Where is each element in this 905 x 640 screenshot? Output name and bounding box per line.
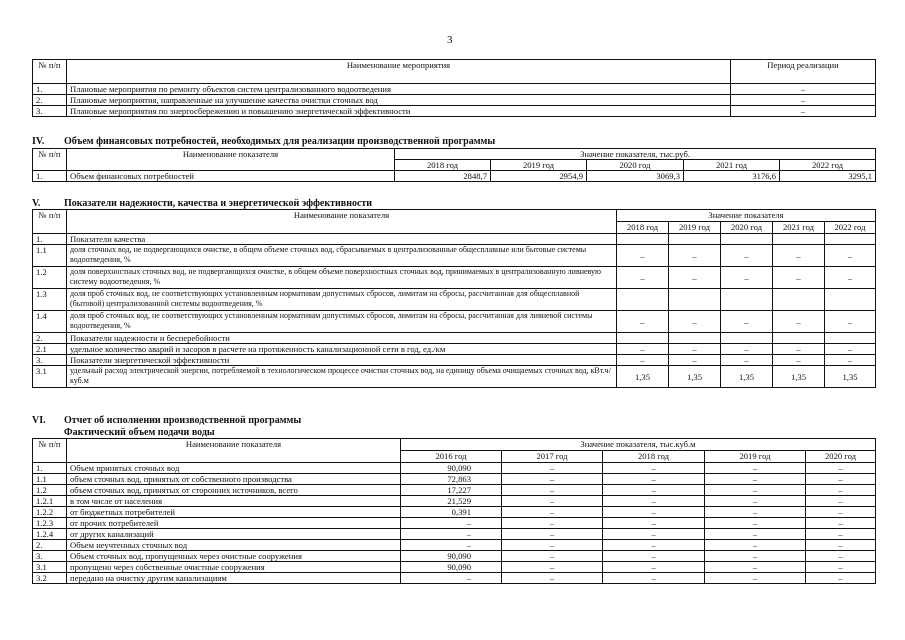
row-value: – xyxy=(721,267,773,289)
row-value: – xyxy=(502,529,603,540)
row-value: – xyxy=(603,551,705,562)
table-header-row xyxy=(33,149,876,160)
row-value: 1,35 xyxy=(825,366,876,388)
row-period: – xyxy=(731,84,876,95)
row-value: – xyxy=(773,267,825,289)
row-value xyxy=(721,289,773,311)
row-name: Объем неучтенных сточных вод xyxy=(67,540,401,551)
row-name: доля сточных вод, не подвергающихся очистке, в общем объеме сточных вод, сбрасываемых в централизованные общесплавные или бытовые системы водоотведения, % xyxy=(67,245,617,267)
row-value: 1,35 xyxy=(721,366,773,388)
row-value: – xyxy=(603,496,705,507)
year-header: 2017 год xyxy=(502,451,603,463)
row-value xyxy=(669,333,721,344)
section-6-number: VI. xyxy=(32,415,46,426)
row-value: – xyxy=(502,518,603,529)
row-value: – xyxy=(502,485,603,496)
row-value: – xyxy=(705,573,806,584)
row-value: 72,863 xyxy=(401,474,502,485)
row-value: – xyxy=(825,267,876,289)
table-row xyxy=(33,355,876,366)
row-value: – xyxy=(617,344,669,355)
row-value: – xyxy=(806,463,876,474)
row-value: – xyxy=(603,507,705,518)
row-value xyxy=(825,234,876,245)
row-num: 2.1 xyxy=(33,344,67,355)
table-header-row xyxy=(33,210,876,222)
row-name: Объем сточных вод, пропущенных через очистные сооружения xyxy=(67,551,401,562)
header-period: Период реализации xyxy=(731,60,876,84)
row-value: – xyxy=(705,540,806,551)
row-num: 2. xyxy=(33,540,67,551)
row-name: от других канализаций xyxy=(67,529,401,540)
row-num: 1.2.3 xyxy=(33,518,67,529)
row-value: – xyxy=(669,344,721,355)
row-num: 1. xyxy=(33,463,67,474)
row-value xyxy=(721,333,773,344)
program-report-table xyxy=(32,438,876,584)
row-name: передано на очистку другим канализациям xyxy=(67,573,401,584)
row-name: Показатели энергетической эффективности xyxy=(67,355,617,366)
row-name: Объем финансовых потребностей xyxy=(67,171,395,182)
table-row xyxy=(33,289,876,311)
row-value xyxy=(825,289,876,311)
row-value: 2848,7 xyxy=(395,171,491,182)
row-value: – xyxy=(603,529,705,540)
row-value: – xyxy=(773,245,825,267)
row-value xyxy=(617,333,669,344)
row-num: 1.3 xyxy=(33,289,67,311)
year-header: 2021 год xyxy=(773,222,825,234)
year-header: 2019 год xyxy=(705,451,806,463)
table-row xyxy=(33,267,876,289)
table-row xyxy=(33,529,876,540)
row-num: 2. xyxy=(33,333,67,344)
row-value: – xyxy=(705,507,806,518)
section-4-title: Объем финансовых потребностей, необходимых для реализации производственной программы xyxy=(64,136,496,147)
row-name: объем сточных вод, принятых от сторонних источников, всего xyxy=(67,485,401,496)
page-number: 3 xyxy=(447,34,453,46)
section-6-heading xyxy=(32,415,301,426)
header-value: Значение показателя xyxy=(617,210,876,222)
row-name: Плановые мероприятия, направленные на улучшение качества очистки сточных вод xyxy=(67,95,731,106)
row-num: 3.1 xyxy=(33,562,67,573)
row-value xyxy=(825,333,876,344)
table-row xyxy=(33,496,876,507)
row-num: 1.2.1 xyxy=(33,496,67,507)
row-value xyxy=(773,234,825,245)
row-value: – xyxy=(773,311,825,333)
row-value: – xyxy=(705,562,806,573)
row-value: – xyxy=(617,311,669,333)
year-header: 2020 год xyxy=(806,451,876,463)
section-6-title: Отчет об исполнении производственной программы xyxy=(64,415,302,426)
table-row xyxy=(33,234,876,245)
row-name: от прочих потребителей xyxy=(67,518,401,529)
row-num: 3. xyxy=(33,551,67,562)
year-header: 2018 год xyxy=(395,160,491,171)
row-value: – xyxy=(502,551,603,562)
row-value: – xyxy=(721,245,773,267)
table-header-row xyxy=(33,439,876,451)
row-value: – xyxy=(617,355,669,366)
reliability-indicators-table xyxy=(32,209,876,388)
row-name: от бюджетных потребителей xyxy=(67,507,401,518)
financial-needs-table xyxy=(32,148,876,182)
year-header: 2022 год xyxy=(780,160,876,171)
row-value: 90,090 xyxy=(401,562,502,573)
header-name: Наименование показателя xyxy=(67,149,395,171)
row-name: доля проб сточных вод, не соответствующих установленным нормативам допустимых сбросов, лимитам на сбросы, рассчитанная для ливневой системы водоотведения, % xyxy=(67,311,617,333)
section-5-heading xyxy=(32,198,372,209)
row-name: объем сточных вод, принятых от собственного производства xyxy=(67,474,401,485)
row-value: – xyxy=(806,474,876,485)
row-value: – xyxy=(721,311,773,333)
header-value: Значение показателя, тыс.руб. xyxy=(395,149,876,160)
row-num: 1.1 xyxy=(33,474,67,485)
row-num: 1. xyxy=(33,84,67,95)
row-num: 3.1 xyxy=(33,366,67,388)
row-value: – xyxy=(603,518,705,529)
row-value: – xyxy=(617,245,669,267)
row-num: 3.2 xyxy=(33,573,67,584)
row-num: 1. xyxy=(33,171,67,182)
row-value: – xyxy=(502,496,603,507)
row-value: 1,35 xyxy=(669,366,721,388)
table-row xyxy=(33,540,876,551)
row-name: доля поверхностных сточных вод, не подвергающихся очистке, в общем объеме поверхностных сточных вод, принимаемых в централизованную ливневую систему водоотведения, % xyxy=(67,267,617,289)
section-6-subtitle: Фактический объем подачи воды xyxy=(64,427,215,438)
year-header: 2022 год xyxy=(825,222,876,234)
header-name: Наименование показателя xyxy=(67,210,617,234)
row-period: – xyxy=(731,106,876,117)
row-num: 1.2.4 xyxy=(33,529,67,540)
header-num: № п/п xyxy=(33,149,67,171)
section-4-number: IV. xyxy=(32,136,45,147)
row-name: доля проб сточных вод, не соответствующих установленным нормативам допустимых сбросов, лимитам на сбросы, рассчитанная для общесплавной (бытовой) централизованной системы водоотведения, % xyxy=(67,289,617,311)
row-value: – xyxy=(502,562,603,573)
section-4-heading xyxy=(32,136,495,147)
row-value: – xyxy=(705,551,806,562)
row-value: – xyxy=(401,529,502,540)
row-value: – xyxy=(669,267,721,289)
year-header: 2021 год xyxy=(684,160,780,171)
row-value: 90,090 xyxy=(401,551,502,562)
row-value: 1,35 xyxy=(617,366,669,388)
row-value: – xyxy=(502,573,603,584)
table-row xyxy=(33,507,876,518)
row-num: 3. xyxy=(33,106,67,117)
row-value: – xyxy=(773,355,825,366)
row-value: – xyxy=(806,573,876,584)
row-name: Показатели качества xyxy=(67,234,617,245)
row-value: 21,529 xyxy=(401,496,502,507)
row-value: – xyxy=(502,474,603,485)
year-header: 2019 год xyxy=(491,160,587,171)
table-row xyxy=(33,518,876,529)
row-name: в том числе от населения xyxy=(67,496,401,507)
header-num: № п/п xyxy=(33,210,67,234)
row-value: – xyxy=(806,540,876,551)
section-5-title: Показатели надежности, качества и энергетической эффективности xyxy=(64,198,373,209)
year-header: 2020 год xyxy=(587,160,684,171)
row-value: – xyxy=(705,496,806,507)
row-value: 3069,3 xyxy=(587,171,684,182)
row-value: – xyxy=(705,474,806,485)
row-num: 2. xyxy=(33,95,67,106)
row-num: 1.4 xyxy=(33,311,67,333)
year-header: 2019 год xyxy=(669,222,721,234)
row-value: – xyxy=(617,267,669,289)
row-value: 0,391 xyxy=(401,507,502,518)
row-value: – xyxy=(705,529,806,540)
row-value: – xyxy=(825,355,876,366)
row-value xyxy=(669,289,721,311)
row-value: – xyxy=(705,463,806,474)
header-num: № п/п xyxy=(33,439,67,463)
row-value: 1,35 xyxy=(773,366,825,388)
row-value: – xyxy=(669,245,721,267)
table-row xyxy=(33,551,876,562)
table-header-row xyxy=(33,60,876,84)
table-row xyxy=(33,106,876,117)
row-num: 1. xyxy=(33,234,67,245)
year-header: 2016 год xyxy=(401,451,502,463)
year-header: 2018 год xyxy=(603,451,705,463)
row-value xyxy=(669,234,721,245)
row-value: – xyxy=(806,518,876,529)
row-value: – xyxy=(603,485,705,496)
row-value: – xyxy=(603,562,705,573)
row-value: – xyxy=(603,540,705,551)
row-name: Объем принятых сточных вод xyxy=(67,463,401,474)
year-header: 2020 год xyxy=(721,222,773,234)
row-value: – xyxy=(825,344,876,355)
row-value: – xyxy=(401,518,502,529)
row-value: – xyxy=(806,562,876,573)
row-name: удельный расход электрической энергии, потребляемой в технологическом процессе очистки сточных вод, на единицу объема очищаемых сточных вод, кВт.ч/куб.м xyxy=(67,366,617,388)
row-value: – xyxy=(401,573,502,584)
table-row xyxy=(33,474,876,485)
header-num: № п/п xyxy=(33,60,67,84)
table-row xyxy=(33,171,876,182)
table-row xyxy=(33,485,876,496)
row-value xyxy=(773,289,825,311)
header-name: Наименование мероприятия xyxy=(67,60,731,84)
table-row xyxy=(33,95,876,106)
table-row xyxy=(33,245,876,267)
row-num: 1.2 xyxy=(33,267,67,289)
year-header: 2018 год xyxy=(617,222,669,234)
row-value: – xyxy=(705,485,806,496)
row-value: – xyxy=(669,355,721,366)
row-value: – xyxy=(825,245,876,267)
row-name: Плановые мероприятия по энергосбережению и повышению энергетической эффективности xyxy=(67,106,731,117)
table-row xyxy=(33,344,876,355)
header-name: Наименование показателя xyxy=(67,439,401,463)
header-value: Значение показателя, тыс.куб.м xyxy=(401,439,876,451)
events-table xyxy=(32,59,876,117)
row-value: – xyxy=(603,474,705,485)
row-num: 1.2.2 xyxy=(33,507,67,518)
row-name: пропущено через собственные очистные сооружения xyxy=(67,562,401,573)
row-value: – xyxy=(773,344,825,355)
row-value: – xyxy=(806,507,876,518)
table-row xyxy=(33,562,876,573)
row-value: 3176,6 xyxy=(684,171,780,182)
row-value xyxy=(721,234,773,245)
row-name: удельное количество аварий и засоров в расчете на протяженность канализационной сети в год, ед./км xyxy=(67,344,617,355)
row-value: – xyxy=(705,518,806,529)
row-value: – xyxy=(502,540,603,551)
row-value: – xyxy=(721,355,773,366)
section-5-number: V. xyxy=(32,198,41,209)
row-name: Плановые мероприятия по ремонту объектов систем централизованного водоотведения xyxy=(67,84,731,95)
row-period: – xyxy=(731,95,876,106)
row-num: 1.2 xyxy=(33,485,67,496)
row-value: – xyxy=(806,485,876,496)
row-value: – xyxy=(502,463,603,474)
row-value xyxy=(617,289,669,311)
row-value xyxy=(773,333,825,344)
table-row xyxy=(33,366,876,388)
row-value: 2954,9 xyxy=(491,171,587,182)
row-name: Показатели надежности и бесперебойности xyxy=(67,333,617,344)
row-value: 3295,1 xyxy=(780,171,876,182)
table-row xyxy=(33,311,876,333)
row-value: – xyxy=(603,463,705,474)
table-row xyxy=(33,84,876,95)
row-value xyxy=(617,234,669,245)
row-value: – xyxy=(806,551,876,562)
row-value: – xyxy=(401,540,502,551)
row-value: – xyxy=(669,311,721,333)
row-value: – xyxy=(721,344,773,355)
row-num: 1.1 xyxy=(33,245,67,267)
table-row xyxy=(33,573,876,584)
row-num: 3. xyxy=(33,355,67,366)
row-value: 90,090 xyxy=(401,463,502,474)
table-row xyxy=(33,333,876,344)
table-row xyxy=(33,463,876,474)
row-value: 17,227 xyxy=(401,485,502,496)
row-value: – xyxy=(825,311,876,333)
row-value: – xyxy=(806,496,876,507)
row-value: – xyxy=(806,529,876,540)
row-value: – xyxy=(603,573,705,584)
row-value: – xyxy=(502,507,603,518)
